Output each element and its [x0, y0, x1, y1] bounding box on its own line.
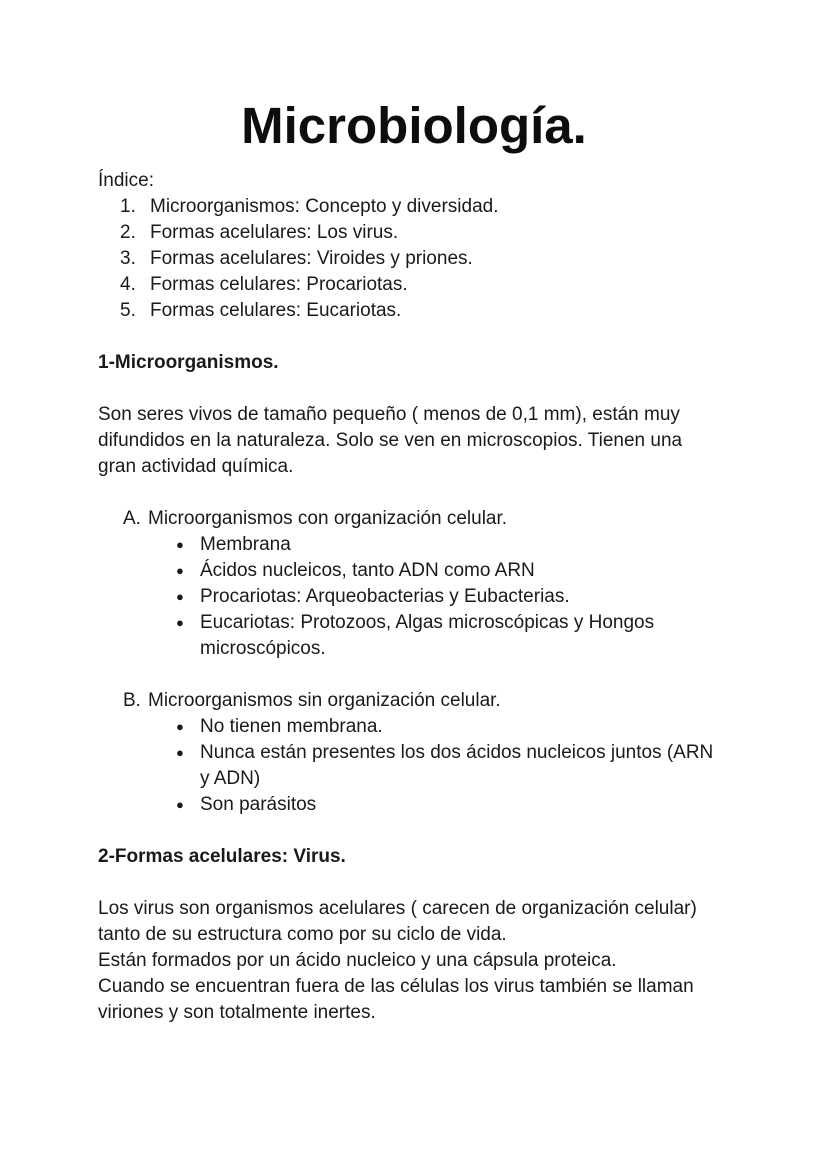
- index-item: [98, 246, 719, 272]
- bullet-item-text: Son parásitos: [200, 794, 317, 815]
- bullet-icon: ●: [176, 797, 184, 812]
- index-item: [98, 298, 719, 324]
- bullet-icon: ●: [176, 745, 184, 760]
- bullet-item-text: Ácidos nucleicos, tanto ADN como ARN: [200, 560, 535, 581]
- paragraph-line: Los virus son organismos acelulares ( carecen de organización celular) tanto de su estructura como por su ciclo de vida.: [98, 898, 697, 945]
- index-item-text: Formas acelulares: Los virus.: [150, 222, 399, 243]
- document-title: Microbiología.: [241, 97, 587, 154]
- index-item: [98, 220, 719, 246]
- bullet-item: [98, 714, 719, 740]
- index-item-number: 1.: [120, 196, 136, 217]
- index-item-number: 3.: [120, 248, 136, 269]
- bullet-item: [98, 792, 719, 818]
- section-2-heading: 2-Formas acelulares: Virus.: [98, 846, 346, 867]
- lettered-item-a-heading: [98, 506, 719, 532]
- bullet-item: [98, 584, 719, 610]
- index-item-number: 5.: [120, 300, 136, 321]
- bullet-item-text: Eucariotas: Protozoos, Algas microscópicas y Hongos microscópicos.: [200, 612, 655, 659]
- index-item-number: 4.: [120, 274, 136, 295]
- index-item-number: 2.: [120, 222, 136, 243]
- lettered-item-b: [98, 688, 719, 818]
- bullet-icon: ●: [176, 719, 184, 734]
- lettered-item-b-heading: [98, 688, 719, 714]
- document-body: [0, 168, 719, 1026]
- bullet-icon: ●: [176, 589, 184, 604]
- bullet-item-text: Procariotas: Arqueobacterias y Eubacterias.: [200, 586, 570, 607]
- index-item: [98, 194, 719, 220]
- bullet-item: [98, 532, 719, 558]
- paragraph-line: Cuando se encuentran fuera de las células los virus también se llaman viriones y son totalmente inertes.: [98, 976, 694, 1023]
- bullet-icon: ●: [176, 537, 184, 552]
- lettered-item-a-text: Microorganismos con organización celular.: [148, 508, 508, 529]
- section-1-intro-paragraph: Son seres vivos de tamaño pequeño ( menos de 0,1 mm), están muy difundidos en la naturaleza. Solo se ven en microscopios. Tienen una gran actividad química.: [98, 404, 683, 477]
- bullet-item-text: Membrana: [200, 534, 291, 555]
- lettered-item-b-text: Microorganismos sin organización celular.: [148, 690, 501, 711]
- lettered-item-a-marker: A.: [123, 508, 141, 529]
- index-item-text: Formas celulares: Eucariotas.: [150, 300, 402, 321]
- index-item: [98, 272, 719, 298]
- lettered-item-b-marker: B.: [123, 690, 141, 711]
- bullet-item: [98, 740, 719, 792]
- index-label: Índice:: [98, 170, 154, 191]
- lettered-item-a: [98, 506, 719, 662]
- paragraph-line: Están formados por un ácido nucleico y una cápsula proteica.: [98, 950, 617, 971]
- bullet-icon: ●: [176, 615, 184, 630]
- section-1-heading: 1-Microorganismos.: [98, 352, 279, 373]
- section-2-paragraph: [98, 896, 719, 1026]
- bullet-item: [98, 610, 719, 662]
- index-item-text: Formas celulares: Procariotas.: [150, 274, 408, 295]
- index-item-text: Formas acelulares: Viroides y priones.: [150, 248, 473, 269]
- bullet-icon: ●: [176, 563, 184, 578]
- bullet-item-text: Nunca están presentes los dos ácidos nucleicos juntos (ARN y ADN): [200, 742, 714, 789]
- bullet-item: [98, 558, 719, 584]
- index-list: [98, 194, 719, 324]
- bullet-item-text: No tienen membrana.: [200, 716, 383, 737]
- index-item-text: Microorganismos: Concepto y diversidad.: [150, 196, 499, 217]
